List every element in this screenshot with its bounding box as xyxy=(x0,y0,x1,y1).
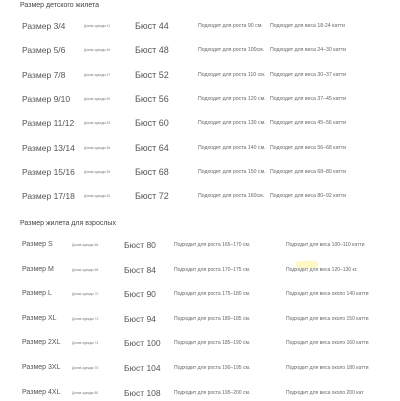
height-fit: Подходит для роста 90 см. xyxy=(198,23,263,29)
adult-size-row xyxy=(0,360,400,376)
size-label: Размер M xyxy=(22,265,54,273)
size-label: Размер 7/8 xyxy=(22,69,66,80)
length-label: Длина одежды 47 xyxy=(84,72,111,77)
adult-size-row xyxy=(0,286,400,302)
child-section-title: Размер детского жилета xyxy=(20,2,100,9)
height-fit: Подходит для роста 165–170 см. xyxy=(174,242,251,248)
length-label: Длина одежды 46 xyxy=(84,48,111,53)
size-label: Размер 4XL xyxy=(22,388,61,396)
child-size-row xyxy=(0,115,400,131)
length-label: Длина одежды 74 xyxy=(72,341,99,346)
bust-value: Бюст 90 xyxy=(124,289,156,300)
length-label: Длина одежды 41 xyxy=(84,24,111,28)
height-fit: Подходит для роста 150 см. xyxy=(198,168,266,175)
length-label: Длина одежды 62 xyxy=(84,194,111,199)
weight-fit: Подходит для веса 120–130 кг. xyxy=(286,266,358,273)
bust-value: Бюст 94 xyxy=(124,313,156,324)
bust-value: Бюст 48 xyxy=(135,45,169,56)
weight-fit: Подходит для веса 80–92 катти xyxy=(270,193,347,200)
length-label: Длина одежды 56 xyxy=(84,145,111,150)
height-fit: Подходит для роста 100см. xyxy=(198,47,265,54)
height-fit: Подходит для роста 195–200 см. xyxy=(174,389,251,396)
height-fit: Подходит для роста 160см. xyxy=(198,193,265,200)
child-size-row xyxy=(0,67,400,83)
size-label: Размер 15/16 xyxy=(22,166,75,177)
adult-size-row xyxy=(0,237,400,253)
length-label: Длина одежды 66 xyxy=(72,243,99,247)
size-label: Размер XL xyxy=(22,314,57,322)
height-fit: Подходит для роста 180–185 см. xyxy=(174,315,251,322)
weight-fit: Подходит для веса 100–110 катти xyxy=(286,242,365,248)
bust-value: Бюст 108 xyxy=(124,387,161,398)
bust-value: Бюст 104 xyxy=(124,363,161,373)
bust-value: Бюст 52 xyxy=(135,69,169,80)
size-label: Размер L xyxy=(22,290,52,298)
bust-value: Бюст 68 xyxy=(135,166,169,177)
bust-value: Бюст 80 xyxy=(124,240,156,250)
weight-fit: Подходит для веса около 200 кат xyxy=(286,389,364,396)
height-fit: Подходит для роста 175–180 см. xyxy=(174,291,251,298)
child-size-row xyxy=(0,18,400,34)
weight-fit: Подходит для веса 56–68 катти xyxy=(270,144,347,151)
adult-size-row xyxy=(0,385,400,401)
height-fit: Подходит для роста 130 см. xyxy=(198,120,266,127)
length-label: Длина одежды 72 xyxy=(72,316,99,321)
size-label: Размер 2XL xyxy=(22,339,61,347)
size-label: Размер 3/4 xyxy=(22,21,66,31)
weight-fit: Подходит для веса около 180 катти xyxy=(286,365,369,371)
weight-fit: Подходит для веса около 160 катти xyxy=(286,340,369,347)
child-size-row xyxy=(0,188,400,204)
bust-value: Бюст 72 xyxy=(135,191,169,202)
length-label: Длина одежды 80 xyxy=(72,390,99,395)
adult-size-row xyxy=(0,335,400,351)
size-label: Размер S xyxy=(22,241,53,248)
height-fit: Подходит для роста 110 см. xyxy=(198,71,266,78)
bust-value: Бюст 60 xyxy=(135,118,169,129)
size-label: Размер 11/12 xyxy=(22,118,75,129)
child-size-row xyxy=(0,42,400,58)
weight-fit: Подходит для веса 45–56 катти xyxy=(270,120,347,127)
weight-fit: Подходит для веса около 150 катти xyxy=(286,315,369,322)
height-fit: Подходит для роста 120 см. xyxy=(198,95,266,102)
size-label: Размер 3XL xyxy=(22,364,61,371)
length-label: Длина одежды 70 xyxy=(72,292,99,297)
size-label: Размер 13/14 xyxy=(22,142,75,153)
child-size-row xyxy=(0,91,400,107)
length-label: Длина одежды 53 xyxy=(84,121,111,126)
height-fit: Подходит для роста 185–190 см. xyxy=(174,340,251,347)
bust-value: Бюст 84 xyxy=(124,264,156,275)
bust-value: Бюст 44 xyxy=(135,21,169,31)
adult-size-row xyxy=(0,311,400,327)
bust-value: Бюст 100 xyxy=(124,338,161,349)
adult-size-row xyxy=(0,262,400,278)
bust-value: Бюст 56 xyxy=(135,93,169,104)
length-label: Длина одежды 76 xyxy=(72,366,99,370)
size-label: Размер 9/10 xyxy=(22,93,71,104)
weight-fit: Подходит для веса 68–80 катти xyxy=(270,168,347,175)
bust-value: Бюст 64 xyxy=(135,142,169,153)
height-fit: Подходит для роста 170–175 см. xyxy=(174,266,251,273)
child-size-row xyxy=(0,140,400,156)
weight-fit: Подходит для веса 24–30 катти xyxy=(270,47,347,54)
weight-fit: Подходит для веса 30–37 катти xyxy=(270,71,347,78)
adult-section-title: Размер жилета для взрослых xyxy=(20,220,116,227)
length-label: Длина одежды 68 xyxy=(72,267,99,272)
length-label: Длина одежды 50 xyxy=(84,96,111,101)
size-label: Размер 5/6 xyxy=(22,45,66,56)
size-label: Размер 17/18 xyxy=(22,191,75,202)
height-fit: Подходит для роста 140 см. xyxy=(198,144,266,151)
child-size-row xyxy=(0,164,400,180)
height-fit: Подходит для роста 190–195 см. xyxy=(174,365,251,371)
length-label: Длина одежды 59 xyxy=(84,169,111,174)
weight-fit: Подходит для веса 37–45 катти xyxy=(270,95,347,102)
weight-fit: Подходит для веса около 140 катти xyxy=(286,291,369,298)
weight-fit: Подходит для веса 18-24 катти xyxy=(270,23,345,29)
